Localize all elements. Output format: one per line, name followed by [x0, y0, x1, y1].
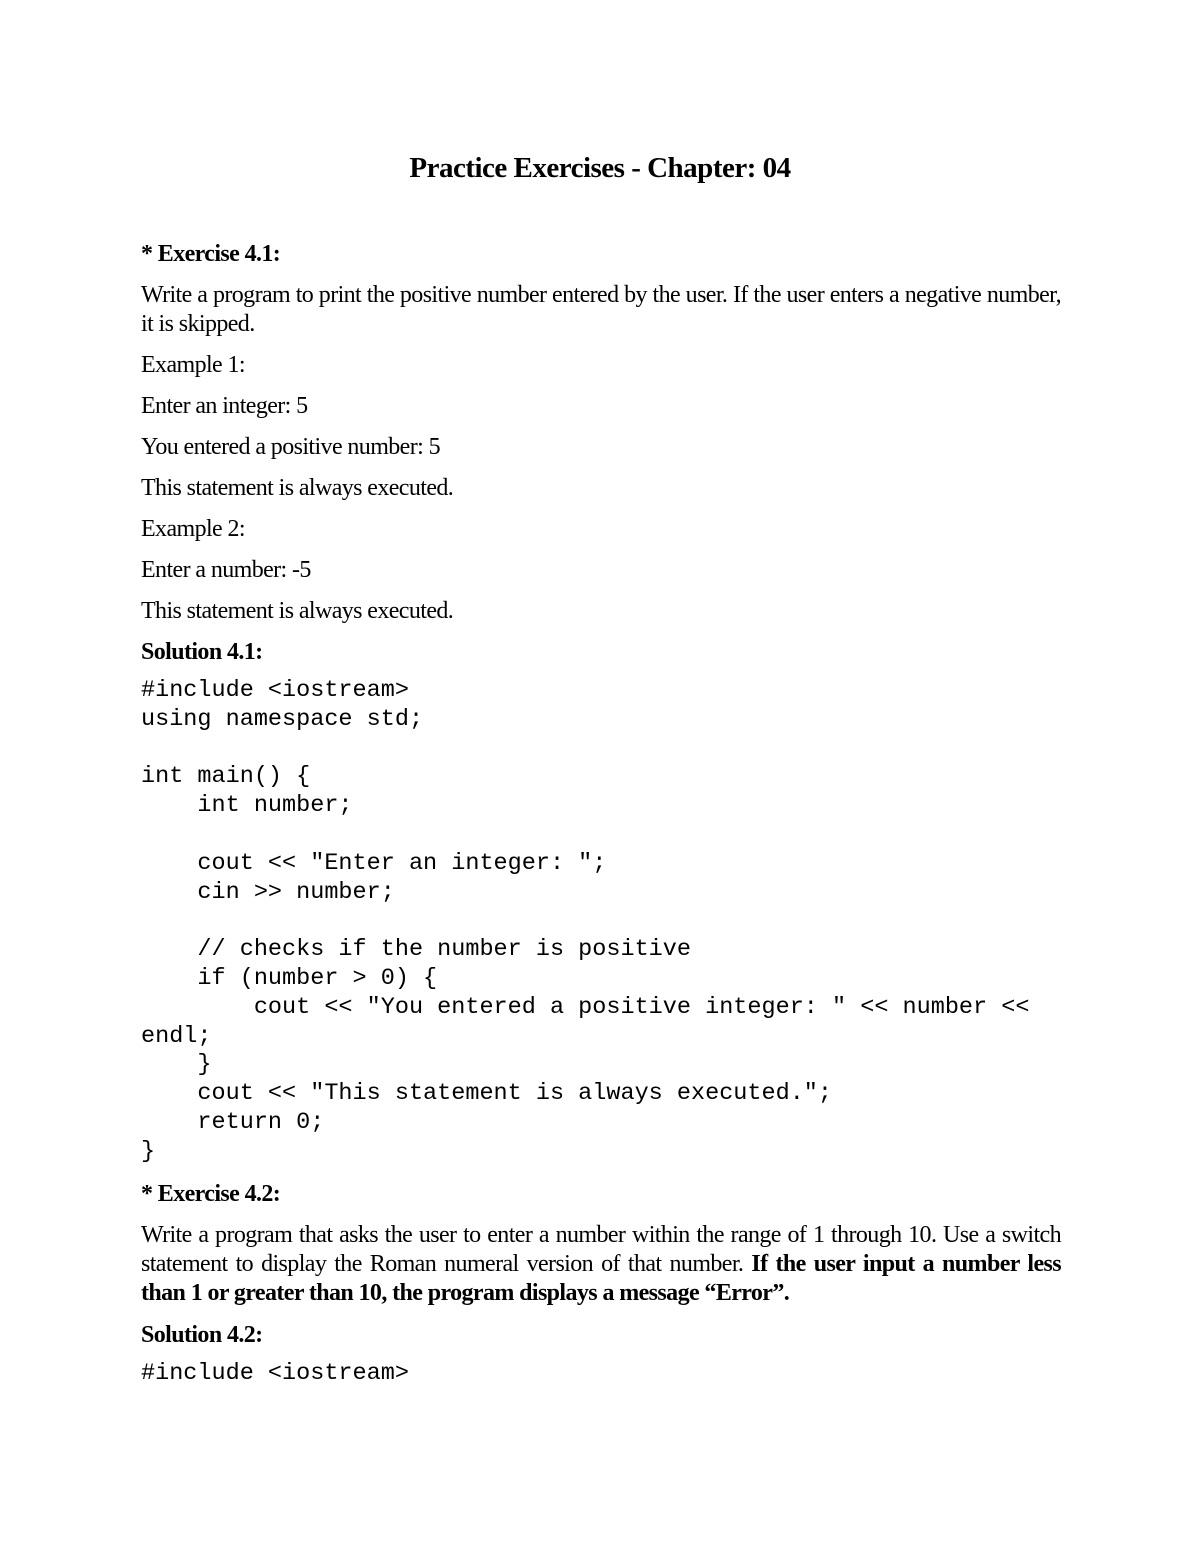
example-1-label: Example 1:: [141, 352, 245, 378]
solution-4-1-code: #include <iostream> using namespace std; int main() { int number; cout << "Enter an integer: "; cin >> number; // checks if the number is positive if (number > 0) { cout << "You entered a positive integer: " << number << endl; } cout << "This statement is always executed."; return 0; }: [141, 677, 1030, 1165]
exercise-4-2-description-part2: If the user input a number less than 1 or greater than 10, the program displays a message “Error”.: [141, 1251, 1061, 1306]
page-title: Practice Exercises - Chapter: 04: [409, 152, 791, 184]
exercise-4-1-description: Write a program to print the positive number entered by the user. If the user enters a negative number, it is skipped.: [141, 282, 1061, 337]
solution-4-2-heading: Solution 4.2:: [141, 1322, 263, 1348]
example-1-line: This statement is always executed.: [141, 475, 454, 501]
example-2-label: Example 2:: [141, 516, 245, 542]
exercise-4-2-description-part1: Write a program that asks the user to enter a number within the range of 1 through 10. Use a switch statement to display the Roman numeral version of that number.: [141, 1222, 1061, 1277]
solution-4-1-heading: Solution 4.1:: [141, 639, 263, 665]
example-1-line: Enter an integer: 5: [141, 393, 308, 419]
example-1-line: You entered a positive number: 5: [141, 434, 440, 460]
exercise-4-2-description: [141, 1221, 1061, 1308]
example-2-line: Enter a number: -5: [141, 557, 311, 583]
exercise-4-1-heading: * Exercise 4.1:: [141, 241, 281, 267]
solution-4-2-code: #include <iostream>: [141, 1360, 409, 1387]
example-2-line: This statement is always executed.: [141, 598, 454, 624]
exercise-4-2-heading: * Exercise 4.2:: [141, 1181, 281, 1207]
